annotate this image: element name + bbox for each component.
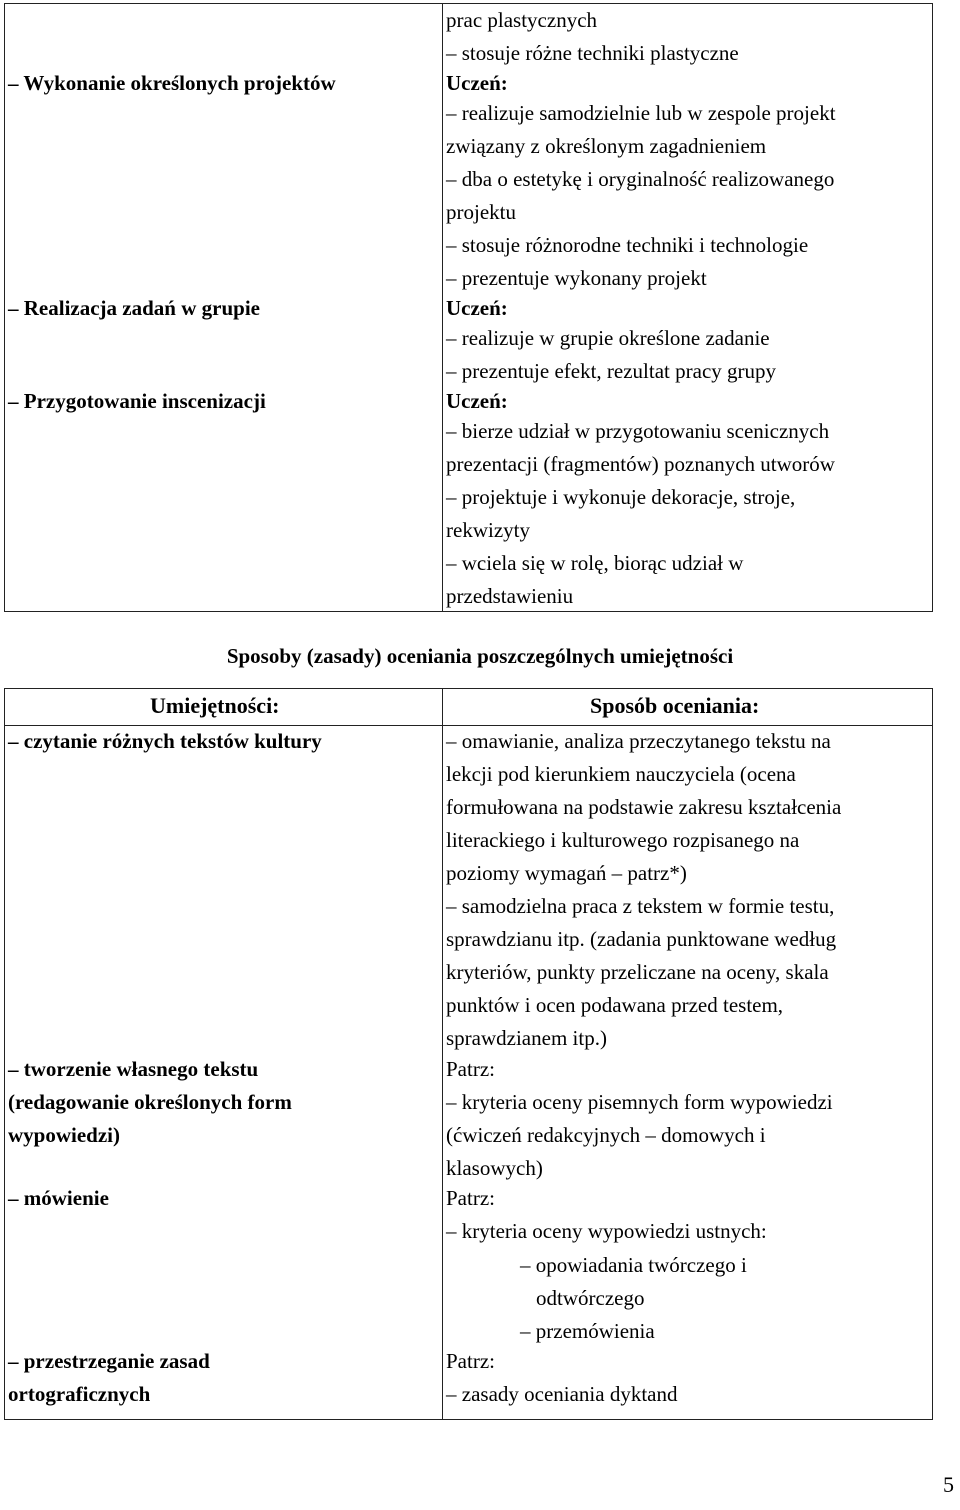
assessment-line: – kryteria oceny pisemnych form wypowiedzi [446, 1090, 833, 1114]
assessment-subline: odtwórczego [536, 1286, 645, 1310]
assessment-line: literackiego i kulturowego rozpisanego na [446, 828, 800, 852]
criteria-line: rekwizyty [446, 518, 530, 542]
criteria-line: prac plastycznych [446, 8, 598, 32]
section-title: Sposoby (zasady) oceniania poszczególnych umiejętności [226, 644, 734, 668]
criteria-line: – stosuje różnorodne techniki i technologie [446, 233, 809, 257]
page-number: 5 [943, 1472, 954, 1497]
criteria-line: – realizuje w grupie określone zadanie [446, 326, 770, 350]
assessment-line: sprawdzianem itp.) [446, 1026, 607, 1050]
assessment-line: (ćwiczeń redakcyjnych – domowych i [446, 1123, 766, 1147]
skill-writing: – tworzenie własnego tekstu [8, 1057, 259, 1081]
criteria-line: – bierze udział w przygotowaniu scenicznych [446, 419, 830, 443]
criteria-line: związany z określonym zagadnieniem [446, 134, 767, 158]
criteria-line: – projektuje i wykonuje dekoracje, stroje, [446, 485, 796, 509]
see-label: Patrz: [446, 1349, 495, 1373]
student-label: Uczeń: [446, 71, 508, 95]
assessment-line: poziomy wymagań – patrz*) [446, 861, 687, 885]
assessment-subline: – opowiadania twórczego i [520, 1253, 747, 1277]
student-label: Uczeń: [446, 389, 508, 413]
column-divider [442, 4, 443, 611]
assessment-line: – kryteria oceny wypowiedzi ustnych: [446, 1219, 767, 1243]
header-assessment: Sposób oceniania: [590, 693, 760, 718]
skill-staging: – Przygotowanie inscenizacji [8, 389, 266, 413]
assessment-line: lekcji pod kierunkiem nauczyciela (ocena [446, 762, 796, 786]
see-label: Patrz: [446, 1186, 495, 1210]
assessment-line: sprawdzianu itp. (zadania punktowane według [446, 927, 837, 951]
column-divider [442, 689, 443, 1419]
criteria-line: – stosuje różne techniki plastyczne [446, 41, 739, 65]
assessment-line: punktów i ocen podawana przed testem, [446, 993, 784, 1017]
criteria-line: – realizuje samodzielnie lub w zespole projekt [446, 101, 836, 125]
criteria-line: – dba o estetykę i oryginalność realizowanego [446, 167, 835, 191]
assessment-subline: – przemówienia [520, 1319, 655, 1343]
skill-writing: wypowiedzi) [8, 1123, 120, 1147]
criteria-line: projektu [446, 200, 516, 224]
see-label: Patrz: [446, 1057, 495, 1081]
assessment-line: – zasady oceniania dyktand [446, 1382, 678, 1406]
criteria-line: przedstawieniu [446, 584, 574, 608]
student-label: Uczeń: [446, 296, 508, 320]
skill-writing: (redagowanie określonych form [8, 1090, 292, 1114]
assessment-line: klasowych) [446, 1156, 543, 1180]
skill-spelling: ortograficznych [8, 1382, 151, 1406]
criteria-line: prezentacji (fragmentów) poznanych utworów [446, 452, 835, 476]
assessment-line: formułowana na podstawie zakresu kształcenia [446, 795, 842, 819]
criteria-line: – prezentuje wykonany projekt [446, 266, 707, 290]
skill-projects: – Wykonanie określonych projektów [8, 71, 336, 95]
skill-group-work: – Realizacja zadań w grupie [8, 296, 260, 320]
assessment-line: kryteriów, punkty przeliczane na oceny, skala [446, 960, 829, 984]
skill-spelling: – przestrzeganie zasad [8, 1349, 210, 1373]
assessment-line: – samodzielna praca z tekstem w formie testu, [446, 894, 835, 918]
header-skills: Umiejętności: [150, 693, 280, 718]
skill-speaking: – mówienie [8, 1186, 109, 1210]
criteria-line: – wciela się w rolę, biorąc udział w [446, 551, 744, 575]
assessment-line: – omawianie, analiza przeczytanego tekstu na [446, 729, 831, 753]
skill-reading: – czytanie różnych tekstów kultury [8, 729, 322, 753]
criteria-line: – prezentuje efekt, rezultat pracy grupy [446, 359, 777, 383]
